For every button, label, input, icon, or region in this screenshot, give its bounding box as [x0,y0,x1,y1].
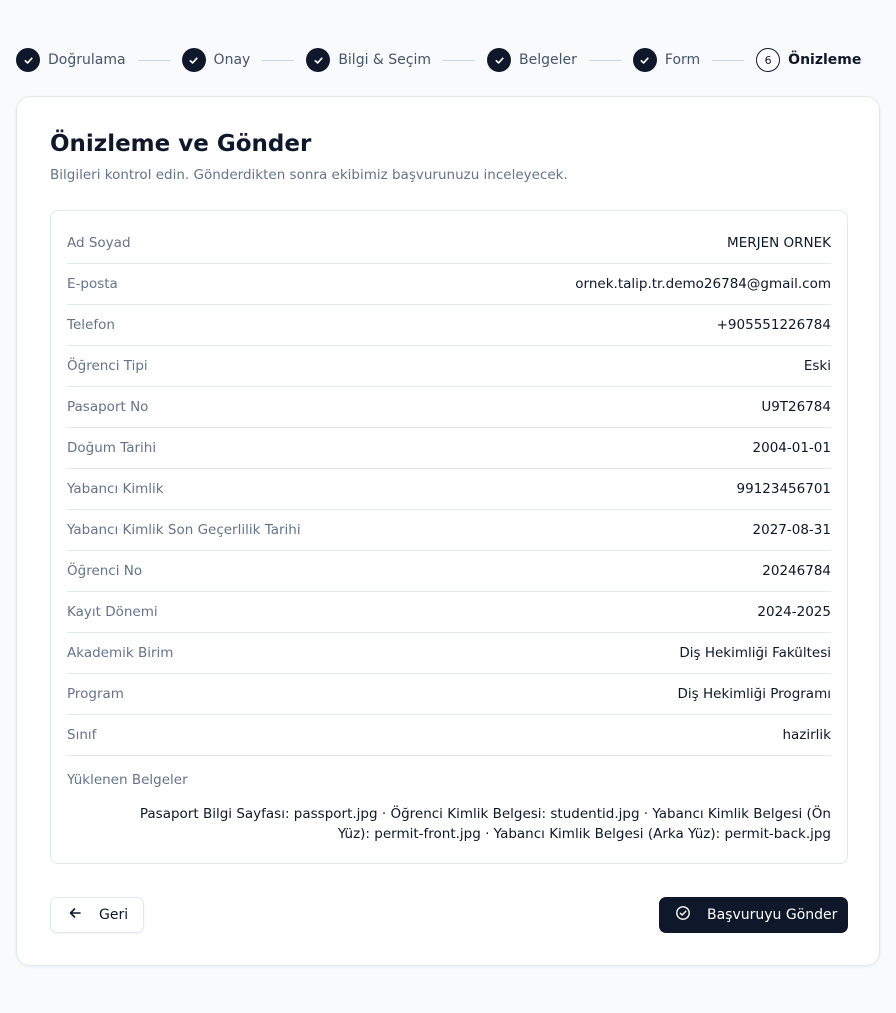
summary-row [67,346,831,387]
summary-row [67,223,831,264]
summary-row [67,715,831,756]
summary-value: U9T26784 [761,399,831,415]
check-icon [182,48,206,72]
step-onay[interactable] [182,48,251,72]
summary-value: hazirlik [782,727,831,743]
documents-value: Pasaport Bilgi Sayfası: passport.jpg · Öğrenci Kimlik Belgesi: studentid.jpg · Yabancı Kimlik Belgesi (Ön Yüz): permit-front.jpg · Yabancı Kimlik Belgesi (Arka Yüz): permit-back.jpg [139,806,831,842]
page-subtitle: Bilgileri kontrol edin. Gönderdikten sonra ekibimiz başvurunuzu inceleyecek. [50,167,568,183]
summary-row [67,592,831,633]
summary-value: +905551226784 [716,317,831,333]
summary-label: Sınıf [67,727,97,743]
summary-label: Yabancı Kimlik [67,481,164,497]
summary-label: Öğrenci No [67,563,143,579]
summary-panel [50,210,848,864]
check-icon [16,48,40,72]
summary-row [67,305,831,346]
step-connector [138,60,170,61]
summary-value: 20246784 [762,563,831,579]
step-number: 6 [756,48,780,72]
step-label: Form [664,52,701,68]
step-connector [712,60,744,61]
summary-label: Kayıt Dönemi [67,604,158,620]
step-onizleme [756,48,861,72]
step-bilgi-secim[interactable] [306,48,431,72]
check-icon [306,48,330,72]
submit-application-button[interactable] [659,897,848,933]
check-circle-icon [675,905,691,925]
step-form[interactable] [633,48,700,72]
summary-value: Diş Hekimliği Fakültesi [679,645,831,661]
summary-value: 2024-2025 [757,604,831,620]
step-label: Belgeler [519,52,577,68]
summary-label: E-posta [67,276,118,292]
step-label: Önizleme [788,52,862,68]
submit-button-label: Başvuruyu Gönder [707,907,838,923]
summary-row [67,633,831,674]
page-title: Önizleme ve Gönder [50,131,312,157]
summary-row [67,674,831,715]
summary-value: 99123456701 [736,481,831,497]
step-connector [262,60,294,61]
arrow-left-icon [67,905,83,925]
step-connector [589,60,621,61]
summary-label: Program [67,686,124,702]
preview-card [16,96,880,966]
summary-row [67,264,831,305]
summary-label: Akademik Birim [67,645,174,661]
summary-label: Doğum Tarihi [67,440,157,456]
summary-label: Telefon [67,317,115,333]
check-icon [633,48,657,72]
summary-row [67,469,831,510]
summary-row [67,428,831,469]
summary-value: Diş Hekimliği Programı [677,686,831,702]
summary-value: MERJEN ORNEK [727,235,831,251]
back-button-label: Geri [99,907,129,923]
check-icon [487,48,511,72]
summary-value: 2004-01-01 [752,440,831,456]
step-label: Doğrulama [48,52,126,68]
summary-label: Öğrenci Tipi [67,358,148,374]
summary-label: Ad Soyad [67,235,131,251]
summary-value: Eski [803,358,831,374]
summary-value: ornek.talip.tr.demo26784@gmail.com [575,276,831,292]
step-belgeler[interactable] [487,48,577,72]
summary-row [67,551,831,592]
back-button[interactable] [50,897,144,933]
step-dogrulama[interactable] [16,48,126,72]
step-label: Onay [213,52,251,68]
summary-row [67,387,831,428]
summary-label: Yabancı Kimlik Son Geçerlilik Tarihi [67,522,301,538]
step-label: Bilgi & Seçim [338,52,432,68]
progress-stepper [16,48,880,72]
summary-row [67,510,831,551]
step-connector [443,60,475,61]
summary-label: Pasaport No [67,399,149,415]
documents-label: Yüklenen Belgeler [67,772,188,788]
summary-value: 2027-08-31 [752,522,831,538]
